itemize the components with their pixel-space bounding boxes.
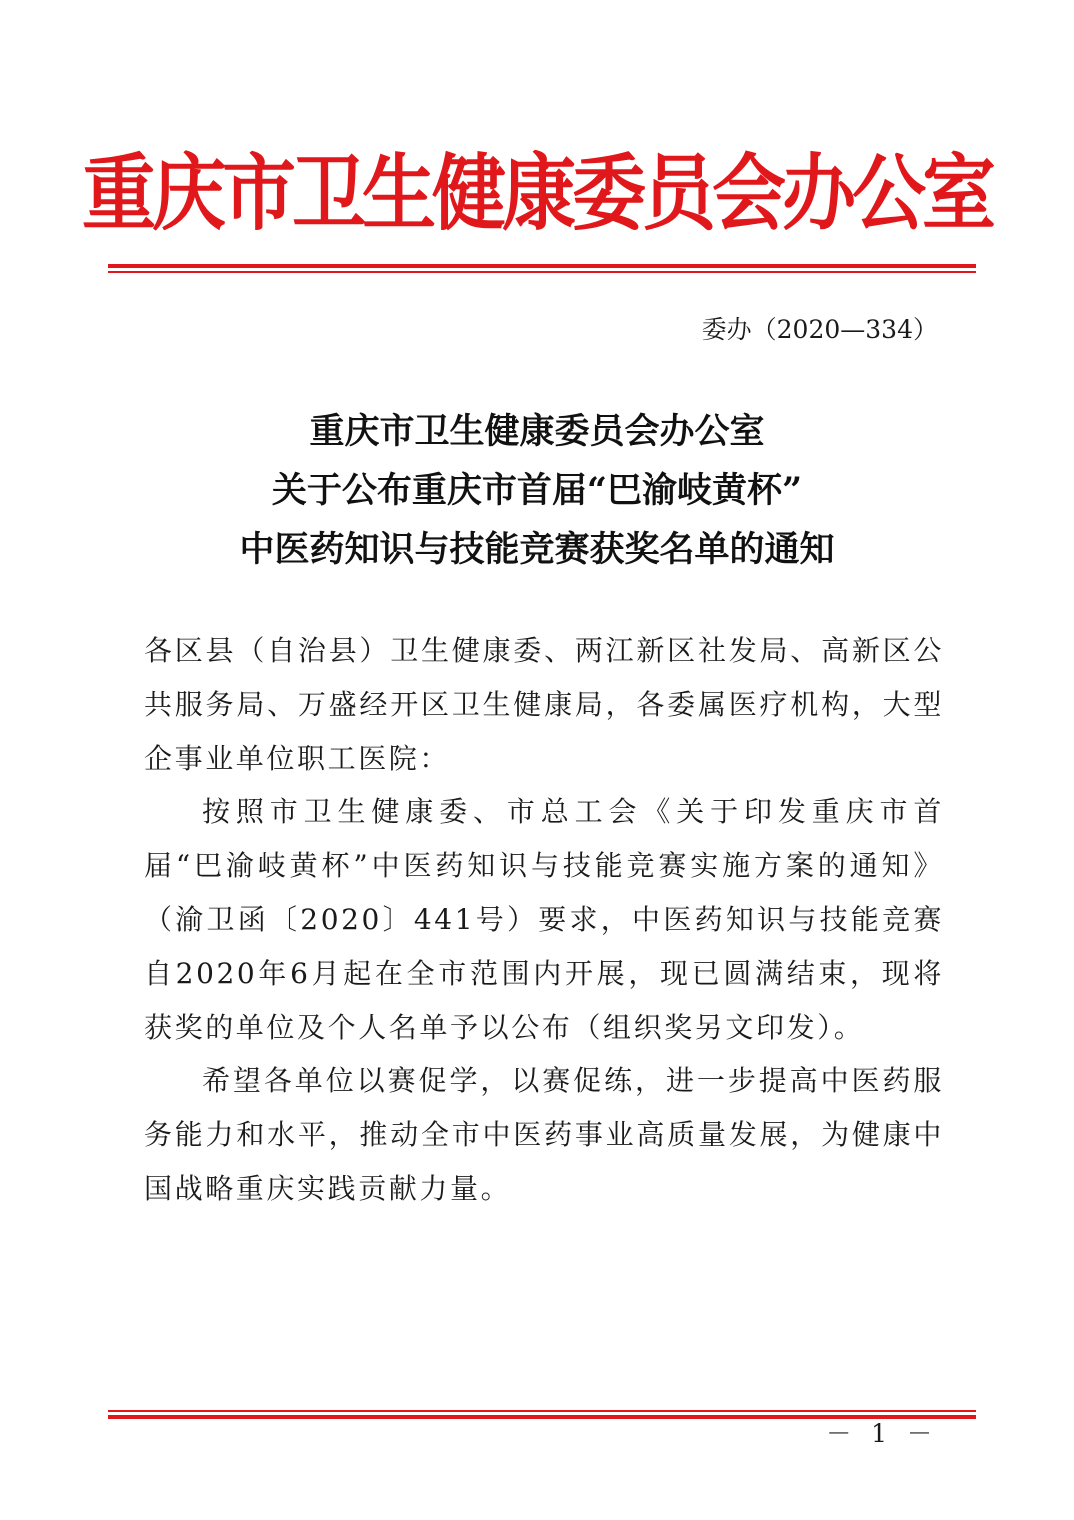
- letterhead-rule-bottom: [108, 271, 976, 273]
- body-paragraph-2: 希望各单位以赛促学，以赛促练，进一步提高中医药服务能力和水平，推动全市中医药事业高质量发展，为健康中国战略重庆实践贡献力量。: [144, 1064, 944, 1205]
- footer-rule-top: [108, 1410, 976, 1412]
- body-paragraph-1: 按照市卫生健康委、市总工会《关于印发重庆市首届“巴渝岐黄杯”中医药知识与技能竞赛实施方案的通知》（渝卫函〔2020〕441号）要求，中医药知识与技能竞赛自2020年6月起在全市范围内开展，现已圆满结束，现将获奖的单位及个人名单予以公布（组织奖另文印发）。: [144, 795, 944, 1044]
- document-title: [0, 402, 1074, 579]
- title-line-1: 重庆市卫生健康委员会办公室: [309, 411, 765, 452]
- title-line-3: 中医药知识与技能竞赛获奖名单的通知: [239, 529, 835, 570]
- page-number: － 1 －: [826, 1419, 938, 1448]
- title-line-2: 关于公布重庆市首届“巴渝岐黄杯”: [271, 470, 803, 511]
- letterhead-rule-top: [108, 264, 976, 268]
- addressee: 各区县（自治县）卫生健康委、两江新区社发局、高新区公共服务局、万盛经开区卫生健康局，各委属医疗机构，大型企事业单位职工医院：: [144, 634, 944, 775]
- document-body: [144, 624, 944, 1216]
- letterhead-title: 重庆市卫生健康委员会办公室: [82, 145, 992, 242]
- document-number: 委办（2020—334）: [701, 315, 938, 344]
